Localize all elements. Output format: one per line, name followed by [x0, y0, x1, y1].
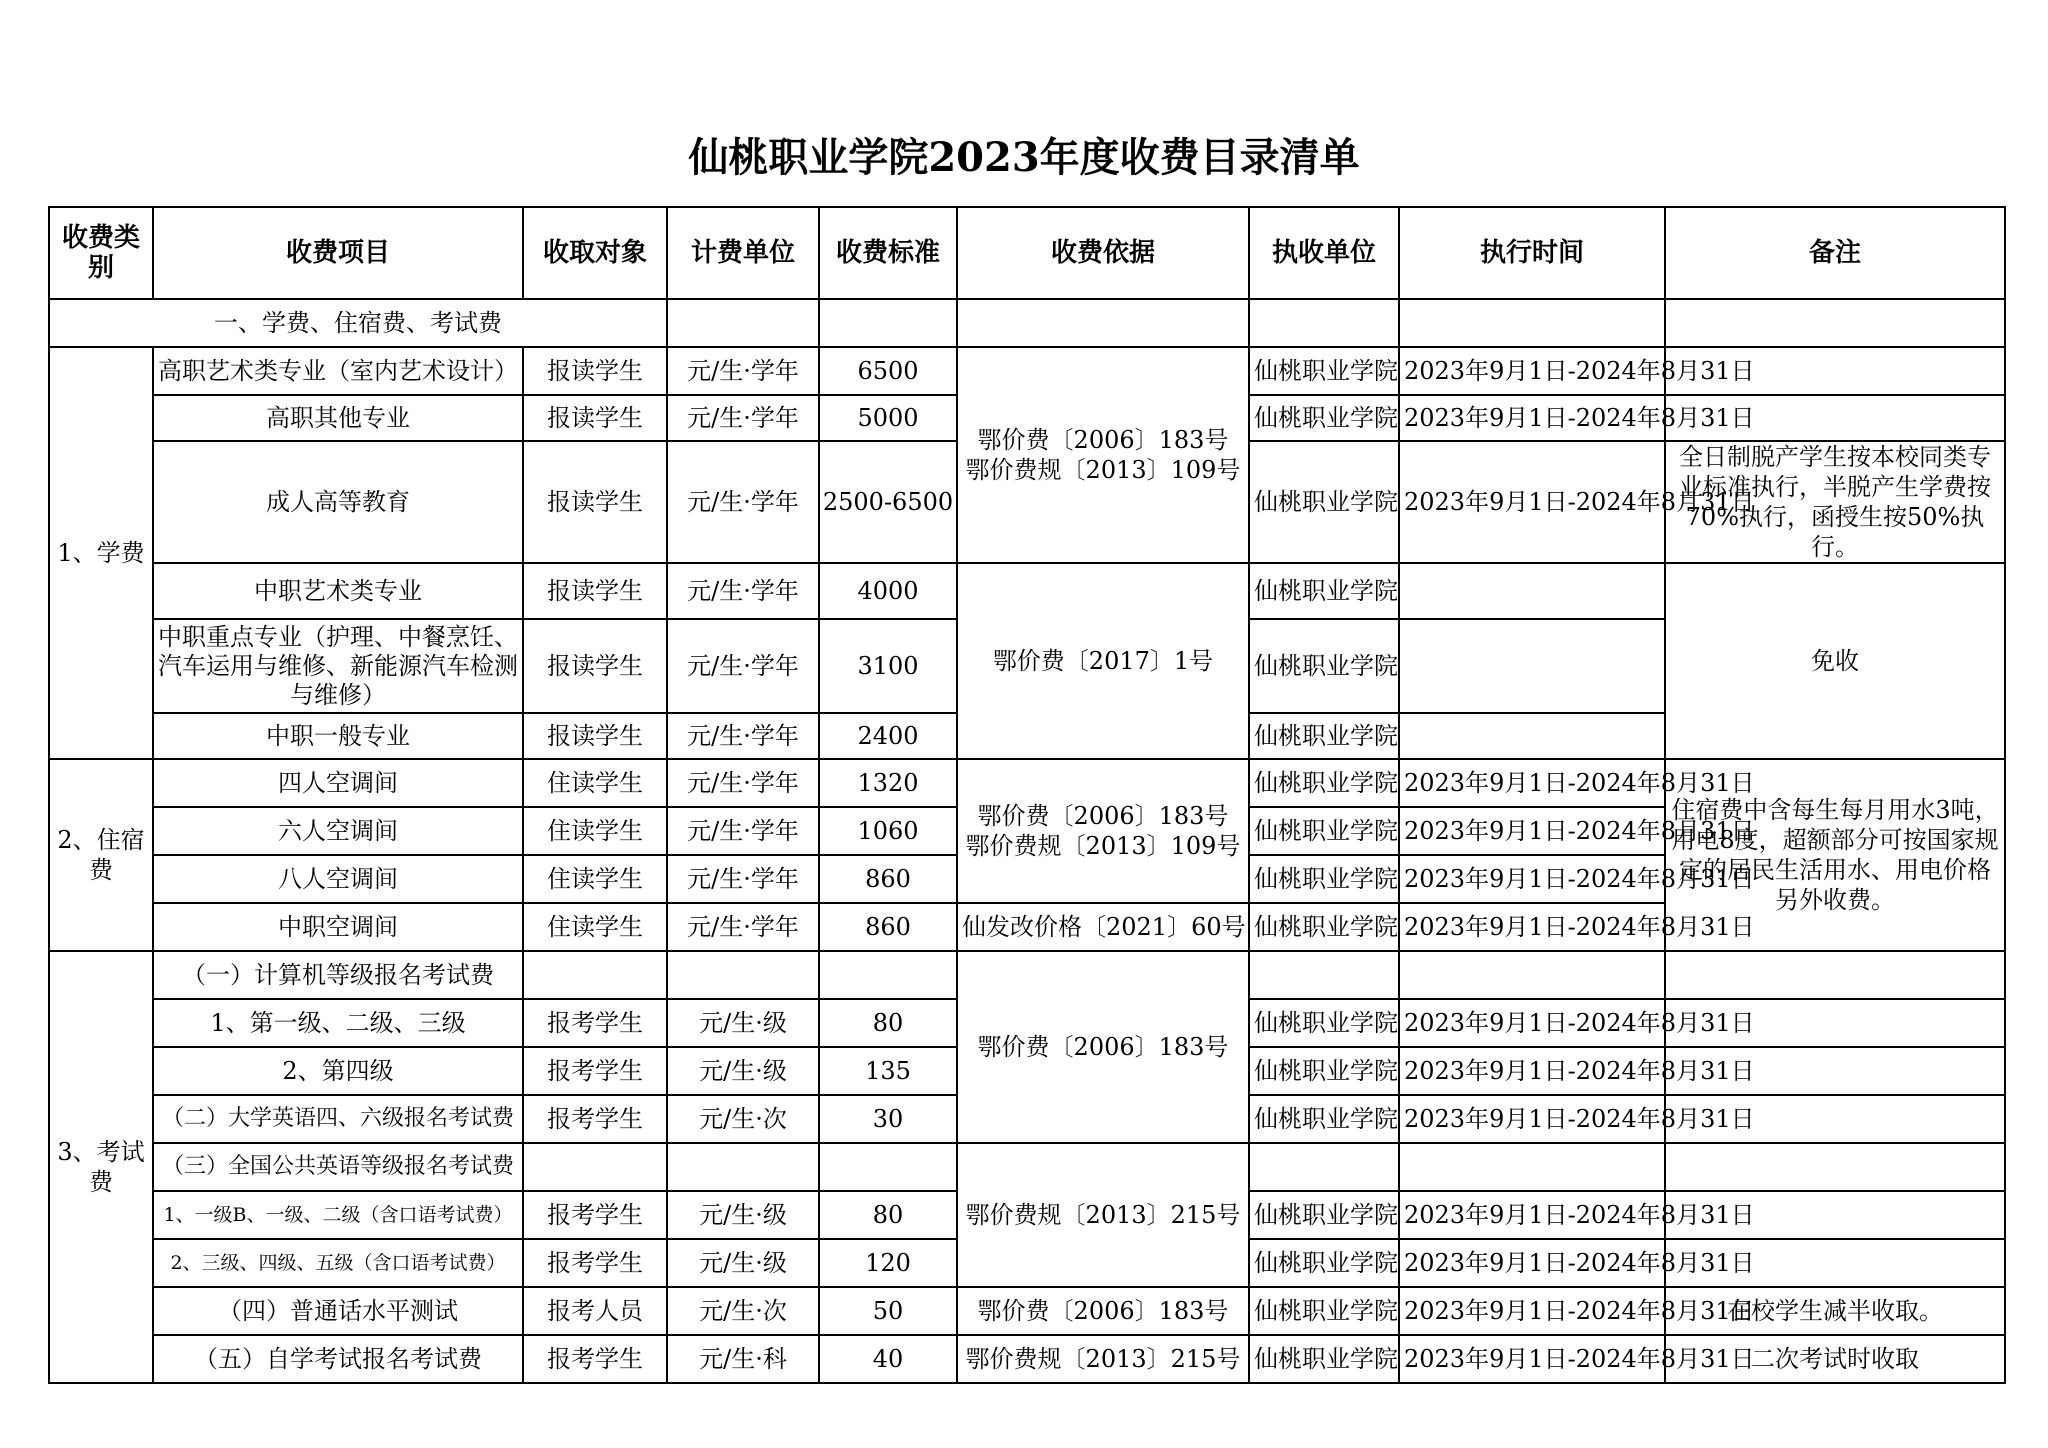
- standard-cell: 40: [819, 1335, 957, 1383]
- period-cell: 2023年9月1日-2024年8月31日: [1399, 807, 1665, 855]
- standard-cell: 3100: [819, 619, 957, 713]
- header-category: 收费类别: [49, 207, 153, 299]
- header-item: 收费项目: [153, 207, 523, 299]
- period-cell: 2023年9月1日-2024年8月31日: [1399, 855, 1665, 903]
- item-cell: 中职一般专业: [153, 713, 523, 759]
- unit-cell: 元/生·学年: [667, 759, 819, 807]
- unit-cell: 元/生·学年: [667, 619, 819, 713]
- standard-cell: 80: [819, 1191, 957, 1239]
- standard-cell: 1320: [819, 759, 957, 807]
- period-cell: 2023年9月1日-2024年8月31日: [1399, 759, 1665, 807]
- target-cell: 报考学生: [523, 999, 667, 1047]
- collector-cell: 仙桃职业学院: [1249, 1335, 1399, 1383]
- table-row: [49, 347, 2005, 395]
- basis-cell: 鄂价费〔2006〕183号 鄂价费规〔2013〕109号: [957, 347, 1249, 563]
- table-row: [49, 759, 2005, 807]
- period-cell: 2023年9月1日-2024年8月31日: [1399, 1335, 1665, 1383]
- table-row: [49, 1143, 2005, 1191]
- standard-cell: 120: [819, 1239, 957, 1287]
- collector-cell: 仙桃职业学院: [1249, 759, 1399, 807]
- collector-cell: 仙桃职业学院: [1249, 1239, 1399, 1287]
- target-cell: 报考学生: [523, 1335, 667, 1383]
- collector-cell: 仙桃职业学院: [1249, 395, 1399, 441]
- collector-cell: 仙桃职业学院: [1249, 619, 1399, 713]
- item-cell: 高职其他专业: [153, 395, 523, 441]
- subheading-cell: （三）全国公共英语等级报名考试费: [153, 1143, 523, 1191]
- target-cell: 报读学生: [523, 563, 667, 619]
- unit-cell: 元/生·学年: [667, 563, 819, 619]
- standard-cell: 135: [819, 1047, 957, 1095]
- page-title: 仙桃职业学院2023年度收费目录清单: [688, 134, 1360, 181]
- item-cell: 2、第四级: [153, 1047, 523, 1095]
- collector-cell: 仙桃职业学院: [1249, 1095, 1399, 1143]
- target-cell: 报考学生: [523, 1239, 667, 1287]
- target-cell: 报考学生: [523, 1095, 667, 1143]
- basis-cell: 仙发改价格〔2021〕60号: [957, 903, 1249, 951]
- item-cell: 高职艺术类专业（室内艺术设计）: [153, 347, 523, 395]
- target-cell: 住读学生: [523, 855, 667, 903]
- target-cell: 住读学生: [523, 807, 667, 855]
- period-cell: 2023年9月1日-2024年8月31日: [1399, 1047, 1665, 1095]
- standard-cell: 50: [819, 1287, 957, 1335]
- unit-cell: 元/生·科: [667, 1335, 819, 1383]
- unit-cell: 元/生·学年: [667, 807, 819, 855]
- collector-cell: 仙桃职业学院: [1249, 713, 1399, 759]
- target-cell: 住读学生: [523, 903, 667, 951]
- item-cell: 成人高等教育: [153, 441, 523, 563]
- header-collector: 执收单位: [1249, 207, 1399, 299]
- period-cell: 2023年9月1日-2024年8月31日: [1399, 1095, 1665, 1143]
- item-cell: 2、三级、四级、五级（含口语考试费）: [153, 1239, 523, 1287]
- table-row: [49, 563, 2005, 619]
- item-cell: 中职重点专业（护理、中餐烹饪、汽车运用与维修、新能源汽车检测与维修）: [153, 619, 523, 713]
- standard-cell: 80: [819, 999, 957, 1047]
- period-cell: 2023年9月1日-2024年8月31日: [1399, 999, 1665, 1047]
- unit-cell: 元/生·学年: [667, 903, 819, 951]
- unit-cell: 元/生·学年: [667, 347, 819, 395]
- standard-cell: 5000: [819, 395, 957, 441]
- section-row: [49, 299, 2005, 347]
- unit-cell: 元/生·学年: [667, 855, 819, 903]
- target-cell: 报读学生: [523, 713, 667, 759]
- basis-cell: 鄂价费〔2017〕1号: [957, 563, 1249, 759]
- unit-cell: 元/生·级: [667, 1239, 819, 1287]
- basis-cell: 鄂价费规〔2013〕215号: [957, 1335, 1249, 1383]
- remark-cell: 全日制脱产学生按本校同类专业标准执行，半脱产生学费按70%执行，函授生按50%执行。: [1665, 441, 2005, 563]
- basis-cell: 鄂价费〔2006〕183号 鄂价费规〔2013〕109号: [957, 759, 1249, 903]
- standard-cell: 2400: [819, 713, 957, 759]
- unit-cell: 元/生·学年: [667, 395, 819, 441]
- basis-cell: 鄂价费〔2006〕183号: [957, 951, 1249, 1143]
- standard-cell: 860: [819, 903, 957, 951]
- header-remark: 备注: [1665, 207, 2005, 299]
- header-unit: 计费单位: [667, 207, 819, 299]
- fee-catalog-table: [48, 206, 2006, 1384]
- table-row: [49, 1287, 2005, 1335]
- category-tuition: 1、学费: [49, 347, 153, 759]
- collector-cell: 仙桃职业学院: [1249, 441, 1399, 563]
- collector-cell: 仙桃职业学院: [1249, 563, 1399, 619]
- collector-cell: 仙桃职业学院: [1249, 903, 1399, 951]
- item-cell: 1、第一级、二级、三级: [153, 999, 523, 1047]
- collector-cell: 仙桃职业学院: [1249, 807, 1399, 855]
- standard-cell: 30: [819, 1095, 957, 1143]
- collector-cell: 仙桃职业学院: [1249, 1191, 1399, 1239]
- category-exam: 3、考试费: [49, 951, 153, 1383]
- period-cell: 2023年9月1日-2024年8月31日: [1399, 1191, 1665, 1239]
- basis-cell: 鄂价费〔2006〕183号: [957, 1287, 1249, 1335]
- item-cell: （四）普通话水平测试: [153, 1287, 523, 1335]
- item-cell: 中职艺术类专业: [153, 563, 523, 619]
- subheading-cell: （一）计算机等级报名考试费: [153, 951, 523, 999]
- period-cell: 2023年9月1日-2024年8月31日: [1399, 1287, 1665, 1335]
- header-basis: 收费依据: [957, 207, 1249, 299]
- table-row: [49, 1335, 2005, 1383]
- remark-cell: 二次考试时收取: [1665, 1335, 2005, 1383]
- target-cell: 报读学生: [523, 347, 667, 395]
- period-cell: 2023年9月1日-2024年8月31日: [1399, 903, 1665, 951]
- header-target: 收取对象: [523, 207, 667, 299]
- standard-cell: 860: [819, 855, 957, 903]
- collector-cell: 仙桃职业学院: [1249, 347, 1399, 395]
- item-cell: （二）大学英语四、六级报名考试费: [153, 1095, 523, 1143]
- target-cell: 报考人员: [523, 1287, 667, 1335]
- period-cell: 2023年9月1日-2024年8月31日: [1399, 441, 1665, 563]
- collector-cell: 仙桃职业学院: [1249, 1047, 1399, 1095]
- item-cell: 六人空调间: [153, 807, 523, 855]
- unit-cell: 元/生·级: [667, 1047, 819, 1095]
- item-cell: （五）自学考试报名考试费: [153, 1335, 523, 1383]
- category-dorm: 2、住宿费: [49, 759, 153, 951]
- unit-cell: 元/生·学年: [667, 713, 819, 759]
- standard-cell: 4000: [819, 563, 957, 619]
- standard-cell: 1060: [819, 807, 957, 855]
- period-cell: 2023年9月1日-2024年8月31日: [1399, 395, 1665, 441]
- item-cell: 四人空调间: [153, 759, 523, 807]
- collector-cell: 仙桃职业学院: [1249, 855, 1399, 903]
- unit-cell: 元/生·次: [667, 1287, 819, 1335]
- unit-cell: 元/生·级: [667, 999, 819, 1047]
- standard-cell: 6500: [819, 347, 957, 395]
- standard-cell: 2500-6500: [819, 441, 957, 563]
- target-cell: 报读学生: [523, 619, 667, 713]
- header-period: 执行时间: [1399, 207, 1665, 299]
- item-cell: 1、一级B、一级、二级（含口语考试费）: [153, 1191, 523, 1239]
- header-row: [49, 207, 2005, 299]
- period-cell: 2023年9月1日-2024年8月31日: [1399, 347, 1665, 395]
- target-cell: 报读学生: [523, 395, 667, 441]
- basis-cell: 鄂价费规〔2013〕215号: [957, 1143, 1249, 1287]
- remark-cell: 在校学生减半收取。: [1665, 1287, 2005, 1335]
- period-cell: 2023年9月1日-2024年8月31日: [1399, 1239, 1665, 1287]
- remark-cell: 住宿费中含每生每月用水3吨，用电8度，超额部分可按国家规定的居民生活用水、用电价格另外收费。: [1665, 759, 2005, 951]
- unit-cell: 元/生·次: [667, 1095, 819, 1143]
- target-cell: 住读学生: [523, 759, 667, 807]
- collector-cell: 仙桃职业学院: [1249, 999, 1399, 1047]
- item-cell: 八人空调间: [153, 855, 523, 903]
- collector-cell: 仙桃职业学院: [1249, 1287, 1399, 1335]
- remark-cell: 免收: [1665, 563, 2005, 759]
- target-cell: 报读学生: [523, 441, 667, 563]
- unit-cell: 元/生·学年: [667, 441, 819, 563]
- header-standard: 收费标准: [819, 207, 957, 299]
- target-cell: 报考学生: [523, 1191, 667, 1239]
- unit-cell: 元/生·级: [667, 1191, 819, 1239]
- section-title: 一、学费、住宿费、考试费: [49, 299, 667, 347]
- table-row: [49, 951, 2005, 999]
- target-cell: 报考学生: [523, 1047, 667, 1095]
- item-cell: 中职空调间: [153, 903, 523, 951]
